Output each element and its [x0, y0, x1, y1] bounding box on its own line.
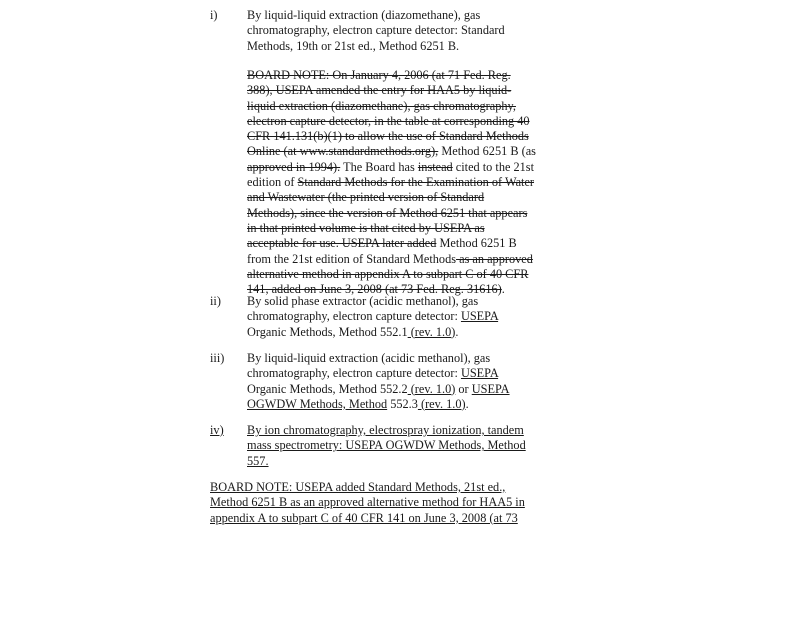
struck-text: approved in 1994). — [247, 159, 341, 174]
note-text: Method 6251 B (as — [438, 144, 536, 159]
struck-text: Standard Methods for the Examination of Water and Wastewater (the printed version of Standard Methods), since the version of — [247, 175, 535, 220]
list-item-iv — [210, 423, 530, 469]
board-note-struck — [247, 68, 537, 297]
struck-text: Method 6251 that appears in that printed volume is that cited by USEPA as acceptable for use. USEPA later added — [247, 205, 528, 251]
item-text: By solid phase extractor (acidic methanol), gas chromatography, electron capture detector: USEPA Organic Methods, Method 552.1 (rev. 1.0). — [247, 294, 499, 339]
note-text: cited to the 21st edition of — [247, 159, 534, 190]
item-number: ii) — [210, 294, 221, 308]
list-item-i — [210, 8, 530, 54]
item-text: By ion chromatography, electrospray ionization, tandem mass spectrometry: USEPA OGWDW Methods, Method 557. — [247, 423, 526, 468]
list-item-ii — [210, 294, 530, 340]
item-number: iv) — [210, 423, 224, 437]
note-text: The Board has — [340, 159, 418, 174]
list-item-iii — [210, 351, 530, 412]
struck-text: as an approved alternative method in appendix A to subpart C of 40 CFR 141, added on June 3, 2008 (at 73 Fed. Reg. 31616) — [247, 251, 533, 297]
note-text: . — [501, 282, 505, 297]
item-text: By liquid-liquid extraction (diazomethane), gas chromatography, electron capture detector: Standard Methods, 19th or 21st ed., Method 6251 B. — [247, 8, 505, 53]
board-note-added: BOARD NOTE: USEPA added Standard Methods, 21st ed., Method 6251 B as an approved alternative method for HAA5 in appendix A to subpart C of 40 CFR 141 on June 3, 2008 (at 73 — [210, 480, 525, 525]
item-number: i) — [210, 8, 218, 22]
struck-text: instead — [417, 159, 453, 174]
struck-text: BOARD NOTE: On January 4, 2006 (at 71 Fed. Reg. 388), USEPA amended the entry for HAA5 by liquid-liquid extraction (diazomethane), gas chromatography, electron capture detector, in the table at corresponding 40 CFR 141.131(b)(1) to allow the use of Standard Methods Online (at www.standardmethods.org), — [247, 68, 530, 159]
item-text: By liquid-liquid extraction (acidic methanol), gas chromatography, electron capture detector: USEPA Organic Methods, Method 552.2 (rev. 1.0) or USEPA OGWDW Methods, Method 552.3 (rev. 1.0). — [247, 351, 510, 411]
note-text: Method 6251 B from the 21st edition of Standard Methods — [247, 236, 517, 266]
item-number: iii) — [210, 351, 225, 365]
